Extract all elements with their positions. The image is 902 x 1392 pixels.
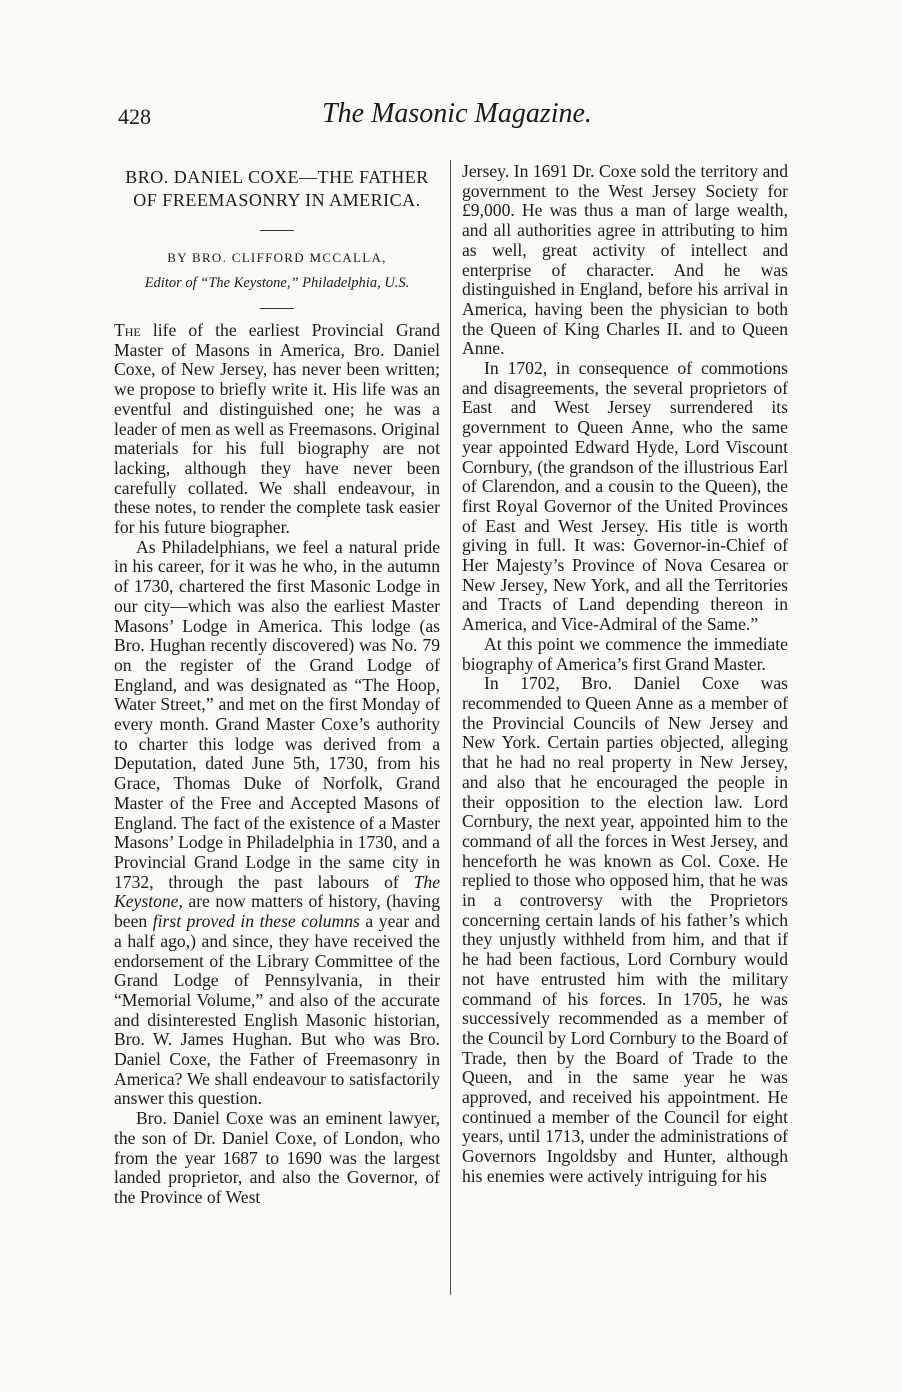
byline-divider [260,308,294,309]
paragraph-text: are now matters of history, (having been [114,891,440,932]
paragraph-text: a year and a half ago,) and since, they have received the endorsement of the Library Committee of the Grand Lodge of Pennsylvania, in their “Memorial Volume,” and also of the accurate and disinterested English Masonic historian, Bro. W. James Hughan. But who was Bro. Daniel Coxe, the Father of Freemasonry in America? We shall endeavour to satisfactorily answer this question. [114,911,440,1109]
byline: BY BRO. CLIFFORD MCCALLA, [167,250,387,265]
paragraph: Jersey. In 1691 Dr. Coxe sold the territory and government to the West Jersey Society for £9,000. He was thus a man of large wealth, and all authorities agree in attributing to him as well, great activity of intellect and enterprise of character. And he was distinguished in England, before his arrival in America, having been the physician to both the Queen of King Charles II. and to Queen Anne. [462,161,788,359]
article-title [114,166,440,212]
right-column [462,162,788,1187]
paragraph: In 1702, Bro. Daniel Coxe was recommended to Queen Anne as a member of the Provincial Councils of New Jersey and New York. Certain parties objected, alleging that he had no real property in New Jersey, and also that he encouraged the people in their opposition to the election law. Lord Cornbury, the next year, appointed him to the command of all the forces in West Jersey, and henceforth he was known as Col. Coxe. He replied to those who opposed him, that he was in a controversy with the Proprietors concerning certain lands of his father’s which they unjustly withheld from him, and that if he had been factious, Lord Cornbury would not have entrusted him with the military command of his forces. In 1705, he was successively recommended as a member of the Council by Lord Cornbury to the Board of Trade, then by the Board of Trade to the Queen, and in the same year he was approved, and received his appointment. He continued a member of the Council for eight years, until 1713, under the administrations of Governors Ingoldsby and Hunter, although his enemies were actively intriguing for his [462,673,788,1186]
author-affiliation: Editor of “The Keystone,” Philadelphia, U.S. [144,275,410,291]
paragraph: Bro. Daniel Coxe was an eminent lawyer, the son of Dr. Daniel Coxe, of London, who from the year 1687 to 1690 was the largest landed proprietor, and also the Governor, of the Province of West [114,1108,440,1207]
left-column [114,162,440,1208]
page-number: 428 [118,104,151,129]
lead-word: The [114,320,141,340]
paragraph-text: life of the earliest Provincial Grand Master of Masons in America, Bro. Daniel Coxe, of New Jersey, has never been written; we propose to briefly write it. His life was an eventful and distinguished one; he was a leader of men as well as Freemasons. Original materials for his full biography are not lacking, although they have never been carefully collated. We shall endeavour, in these notes, to render the complete task easier for his future biographer. [114,320,440,538]
article-title-line-1: BRO. DANIEL COXE—THE FATHER [125,167,429,187]
paragraph [114,538,440,1109]
paragraph-text: As Philadelphians, we feel a natural pride in his career, for it was he who, in the autumn of 1730, chartered the first Masonic Lodge in our city—which was also the earliest Master Masons’ Lodge in America. This lodge (as Bro. Hughan recently discovered) was No. 79 on the register of the Grand Lodge of England, and was designated as “The Hoop, Water Street,” and met on the first Monday of every month. Grand Master Coxe’s authority to charter this lodge was derived from a Deputation, dated June 5th, 1730, from his Grace, Thomas Duke of Norfolk, Grand Master of the Free and Accepted Masons of England. The fact of the existence of a Master Masons’ Lodge in Philadelphia in 1730, and a Provincial Grand Lodge in the same city in 1732, through the past labours of [114,536,440,892]
paragraph: At this point we commence the immediate biography of America’s first Grand Master. [462,633,788,674]
article-title-line-2: OF FREEMASONRY IN AMERICA. [133,190,421,210]
paragraph [114,321,440,538]
page-header [112,100,802,134]
paragraph: In 1702, in consequence of commotions and disagreements, the several proprietors of East and West Jersey surrendered its government to Queen Anne, who the same year appointed Edward Hyde, Lord Viscount Cornbury, (the grandson of the illustrious Earl of Clarendon, and a cousin to the Queen), the first Royal Governor of the United Provinces of East and West Jersey. His title is worth giving in full. It was: Governor-in-Chief of Her Majesty’s Province of Nova Cesarea or New Jersey, New York, and all the Territories and Tracts of Land depending thereon in America, and Vice-Admiral of the Same.” [462,358,788,635]
running-title: The Masonic Magazine. [322,98,592,129]
italic-text: first proved in these columns [152,911,360,932]
column-divider [450,160,451,1295]
italic-text: The Keystone, [114,871,440,912]
title-divider [260,230,294,231]
